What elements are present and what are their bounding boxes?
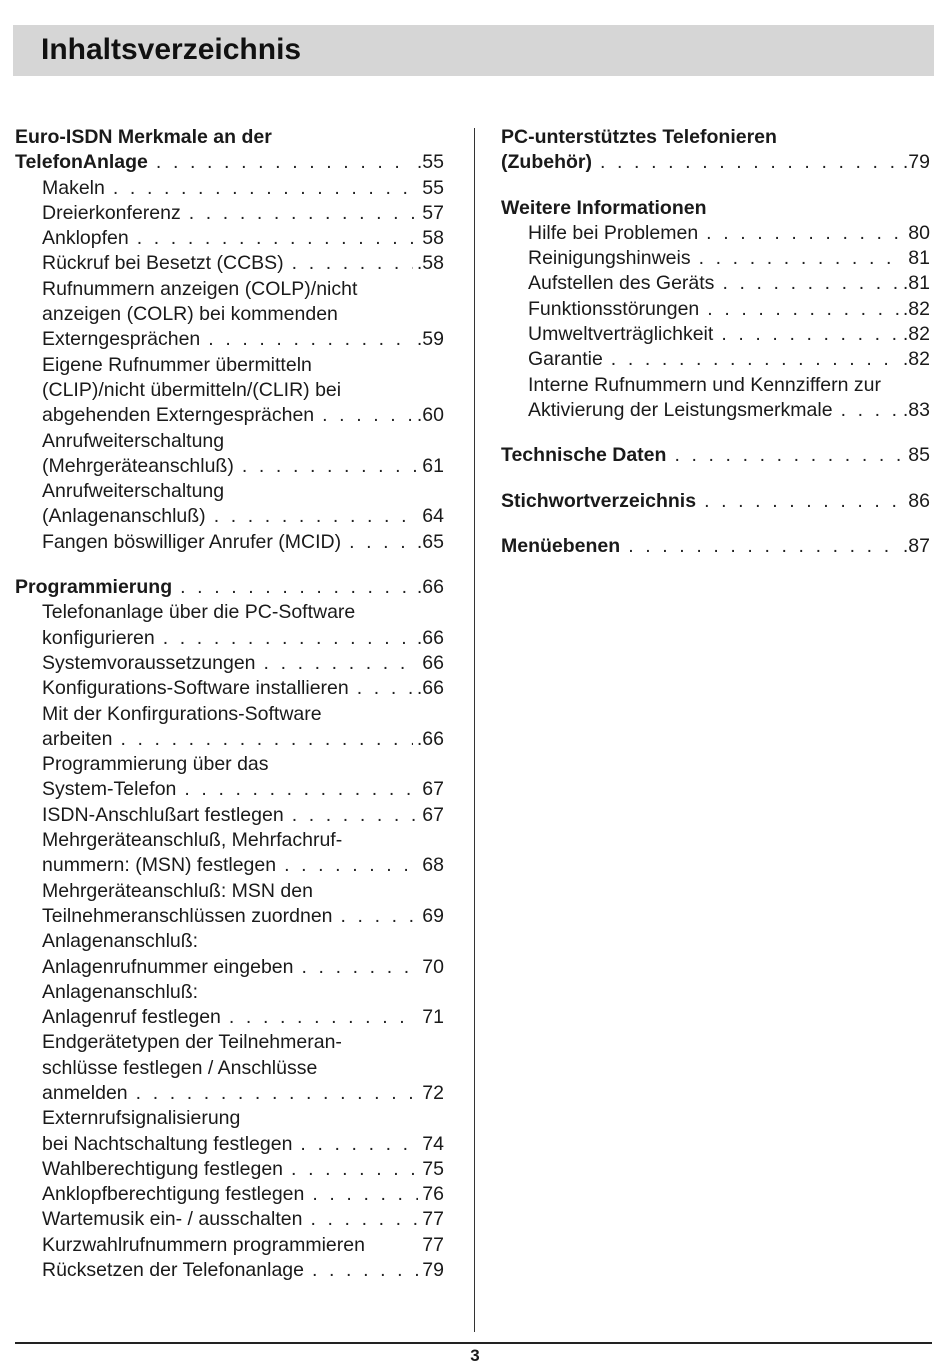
dot-leader (264, 651, 419, 676)
toc-entry-page: 86 (908, 489, 930, 512)
toc-entry (15, 277, 444, 302)
toc-entry-page: .55 (416, 151, 444, 174)
toc-entry-title: Anrufweiterschaltung (42, 480, 225, 503)
toc-entry (15, 201, 444, 226)
toc-entry-page: 80 (908, 221, 930, 244)
toc-entry-page: 77 (422, 1233, 444, 1256)
dot-leader (674, 443, 904, 468)
toc-entry (15, 125, 444, 150)
toc-entry (15, 651, 444, 676)
dot-leader (214, 504, 419, 529)
toc-entry (15, 777, 444, 802)
toc-entry (15, 1258, 444, 1283)
toc-entry (15, 600, 444, 625)
toc-entry (15, 251, 444, 276)
toc-entry-page: .66 (416, 626, 444, 649)
dot-leader (322, 403, 413, 428)
toc-entry-title: Makeln (42, 176, 105, 199)
toc-entry-title: Reinigungshinweis (528, 247, 691, 270)
toc-entry (15, 1056, 444, 1081)
dot-leader (706, 221, 904, 246)
dot-leader (357, 676, 413, 701)
toc-entry-title: Programmierung über das (42, 753, 269, 776)
toc-entry (15, 980, 444, 1005)
toc-entry (15, 353, 444, 378)
dot-leader (704, 489, 904, 514)
toc-entry (15, 530, 444, 555)
toc-entry-title: Systemvoraussetzungen (42, 651, 256, 674)
dot-leader (341, 904, 419, 929)
toc-entry-page: 68 (422, 854, 444, 877)
toc-entry (501, 489, 930, 514)
toc-entry (15, 752, 444, 777)
toc-entry-title: Rückruf bei Besetzt (CCBS) (42, 252, 284, 275)
toc-entry (15, 454, 444, 479)
dot-leader (600, 150, 899, 175)
toc-entry-title: Aufstellen des Geräts (528, 272, 715, 295)
toc-entry (15, 1106, 444, 1131)
dot-leader (208, 327, 413, 352)
toc-entry (15, 302, 444, 327)
toc-entry (15, 955, 444, 980)
toc-entry-title: Fangen böswilliger Anrufer (MCID) (42, 530, 342, 553)
dot-leader (841, 398, 899, 423)
toc-entry-page: 70 (422, 955, 444, 978)
toc-entry (15, 1182, 444, 1207)
toc-section (501, 443, 930, 468)
toc-entry (15, 150, 444, 175)
toc-entry-title: ISDN-Anschlußart festlegen (42, 803, 284, 826)
toc-entry-title: Aktivierung der Leistungsmerkmale (528, 398, 833, 421)
toc-entry (15, 853, 444, 878)
toc-entry-page: 57 (422, 201, 444, 224)
toc-entry-title: nummern: (MSN) festlegen (42, 854, 277, 877)
toc-entry-title: (Anlagenanschluß) (42, 505, 206, 528)
toc-entry (15, 803, 444, 828)
toc-entry-title: (Mehrgeräteanschluß) (42, 454, 234, 477)
toc-entry-title: abgehenden Externgesprächen (42, 404, 315, 427)
toc-entry-page: 61 (422, 454, 444, 477)
toc-entry (15, 378, 444, 403)
toc-entry (501, 322, 930, 347)
toc-entry-page: 77 (422, 1208, 444, 1231)
toc-entry (501, 150, 930, 175)
toc-entry-title: (CLIP)/nicht übermitteln/(CLIR) bei (42, 378, 342, 401)
toc-entry (15, 676, 444, 701)
toc-entry-page: .82 (902, 323, 930, 346)
toc-entry (15, 1005, 444, 1030)
toc-entry (15, 226, 444, 251)
toc-entry-title: Programmierung (15, 576, 173, 599)
dot-leader (189, 201, 419, 226)
toc-entry (15, 727, 444, 752)
toc-entry-title: Konfigurations-Software installieren (42, 677, 349, 700)
dot-leader (312, 1258, 418, 1283)
toc-entry-page: 69 (422, 904, 444, 927)
toc-entry-title: Anlagenanschluß: (42, 930, 199, 953)
dot-leader (120, 727, 412, 752)
toc-entry (15, 1157, 444, 1182)
toc-entry (15, 429, 444, 454)
toc-entry (501, 297, 930, 322)
toc-entry-page: 76 (422, 1183, 444, 1206)
toc-entry-title: Anlagenanschluß: (42, 980, 199, 1003)
toc-entry-title: Telefonanlage über die PC-Software (42, 601, 356, 624)
dot-leader (722, 271, 898, 296)
toc-entry (15, 176, 444, 201)
toc-entry (15, 1207, 444, 1232)
toc-entry (15, 879, 444, 904)
toc-entry (15, 828, 444, 853)
toc-section (501, 489, 930, 514)
toc-section (501, 125, 930, 176)
toc-entry-page: 75 (422, 1157, 444, 1180)
toc-entry-page: 72 (422, 1081, 444, 1104)
toc-entry-page: 67 (422, 778, 444, 801)
toc-entry-page: .82 (902, 297, 930, 320)
page-title: Inhaltsverzeichnis (41, 33, 302, 66)
toc-entry-page: .66 (416, 677, 444, 700)
dot-leader (291, 1157, 418, 1182)
dot-leader (113, 176, 418, 201)
toc-entry-title: Wartemusik ein- / ausschalten (42, 1208, 303, 1231)
toc-entry-title: (Zubehör) (501, 151, 592, 174)
toc-entry-page: 85 (908, 444, 930, 467)
toc-entry-page: 58 (422, 227, 444, 250)
toc-entry (15, 1132, 444, 1157)
toc-entry (501, 398, 930, 423)
toc-entry-title: Stichwortverzeichnis (501, 489, 697, 512)
header-bar (13, 25, 934, 76)
dot-leader (156, 150, 413, 175)
toc-entry-page: .60 (416, 404, 444, 427)
dot-leader (310, 1207, 418, 1232)
toc-entry-title: Umweltverträglichkeit (528, 323, 714, 346)
dot-leader (137, 226, 419, 251)
toc-entry-title: anmelden (42, 1081, 128, 1104)
dot-leader (302, 955, 419, 980)
toc-entry-title: Euro-ISDN Merkmale an der (15, 126, 272, 148)
dot-leader (229, 1005, 418, 1030)
toc-entry (501, 125, 930, 150)
toc-entry-title: Eigene Rufnummer übermitteln (42, 353, 312, 376)
dot-leader (699, 246, 905, 271)
toc-entry (501, 196, 930, 221)
toc-entry-title: Technische Daten (501, 444, 667, 467)
dot-leader (300, 1132, 418, 1157)
toc-entry (15, 1233, 444, 1258)
footer-rule (15, 1342, 932, 1344)
toc-entry-title: Menüebenen (501, 534, 621, 557)
toc-entry-page: .65 (416, 530, 444, 553)
toc-entry-title: Rücksetzen der Telefonanlage (42, 1259, 304, 1282)
toc-section (15, 125, 444, 555)
column-divider (474, 128, 475, 1332)
toc-entry (15, 575, 444, 600)
toc-entry (501, 443, 930, 468)
toc-entry-title: Funktionsstörungen (528, 297, 700, 320)
dot-leader (312, 1182, 418, 1207)
dot-leader (136, 1081, 419, 1106)
toc-entry (15, 904, 444, 929)
page-number: 3 (470, 1346, 480, 1365)
toc-entry-page: .81 (902, 272, 930, 295)
toc-entry-page: 67 (422, 803, 444, 826)
dot-leader (349, 530, 413, 555)
toc-entry-page: .66 (416, 576, 444, 599)
dot-leader (184, 777, 418, 802)
toc-entry-page: 71 (422, 1006, 444, 1029)
toc-entry-title: PC-unterstütztes Telefonieren (501, 126, 777, 148)
toc-entry-title: Dreierkonferenz (42, 201, 181, 224)
toc-entry-page: .79 (902, 151, 930, 174)
toc-entry-title: Anklopfen (42, 227, 129, 250)
toc-entry-page: 64 (422, 505, 444, 528)
toc-entry-title: Anlagenrufnummer eingeben (42, 955, 294, 978)
toc-entry-title: System-Telefon (42, 778, 177, 801)
toc-entry-page: 55 (422, 176, 444, 199)
dot-leader (292, 251, 413, 276)
toc-entry (15, 327, 444, 352)
toc-section (501, 534, 930, 559)
toc-entry-title: Hilfe bei Problemen (528, 221, 699, 244)
toc-entry-page: 81 (908, 247, 930, 270)
toc-entry (501, 221, 930, 246)
toc-entry-title: Kurzwahlrufnummern programmieren (42, 1233, 365, 1256)
toc-entry-page: .66 (416, 727, 444, 750)
toc-entry-title: Rufnummern anzeigen (COLP)/nicht (42, 277, 358, 300)
dot-leader (707, 297, 899, 322)
dot-leader (292, 803, 419, 828)
toc-entry-title: Interne Rufnummern und Kennziffern zur (528, 373, 881, 396)
dot-leader (163, 626, 413, 651)
dot-leader (721, 322, 899, 347)
toc-entry-page: .58 (416, 252, 444, 275)
toc-entry (501, 373, 930, 398)
toc-entry-title: anzeigen (COLR) bei kommenden (42, 303, 338, 326)
toc-entry-title: Anrufweiterschaltung (42, 429, 225, 452)
toc-entry-title: Externgesprächen (42, 328, 201, 351)
dot-leader (611, 347, 899, 372)
toc-entry (501, 246, 930, 271)
toc-entry (15, 479, 444, 504)
toc-entry (15, 1030, 444, 1055)
toc-entry-page: .83 (902, 398, 930, 421)
dot-leader (180, 575, 413, 600)
toc-section (15, 575, 444, 1283)
toc-right-column (501, 125, 930, 559)
toc-entry-page: .59 (416, 328, 444, 351)
toc-entry-page: 74 (422, 1132, 444, 1155)
dot-leader (628, 534, 899, 559)
toc-entry-title: Weitere Informationen (501, 196, 707, 219)
toc-entry-title: bei Nachtschaltung festlegen (42, 1132, 293, 1155)
toc-entry (15, 702, 444, 727)
toc-entry-title: Endgerätetypen der Teilnehmeran- (42, 1031, 342, 1054)
toc-entry-title: Anlagenruf festlegen (42, 1006, 221, 1029)
toc-entry-title: konfigurieren (42, 626, 155, 649)
toc-entry-page: .87 (902, 534, 930, 557)
toc-entry-title: TelefonAnlage (15, 151, 148, 174)
dot-leader (284, 853, 418, 878)
toc-entry-title: Teilnehmeranschlüssen zuordnen (42, 904, 333, 927)
toc-entry (15, 504, 444, 529)
toc-entry-title: Mehrgeräteanschluß, Mehrfachruf- (42, 829, 343, 852)
toc-left-column (15, 125, 444, 1283)
toc-entry-title: Garantie (528, 348, 603, 371)
toc-entry-page: 79 (422, 1259, 444, 1282)
toc-entry-title: Externrufsignalisierung (42, 1107, 241, 1130)
toc-entry (15, 1081, 444, 1106)
dot-leader (242, 454, 418, 479)
toc-entry (15, 403, 444, 428)
toc-entry (501, 534, 930, 559)
toc-entry (15, 929, 444, 954)
toc-entry (501, 271, 930, 296)
toc-entry-title: Mit der Konfirgurations-Software (42, 702, 322, 725)
toc-entry (501, 347, 930, 372)
toc-entry-title: arbeiten (42, 727, 113, 750)
toc-entry-title: Anklopfberechtigung festlegen (42, 1183, 305, 1206)
toc-entry-page: .82 (902, 348, 930, 371)
toc-entry-title: schlüsse festlegen / Anschlüsse (42, 1056, 318, 1079)
toc-entry (15, 626, 444, 651)
toc-entry-page: 66 (422, 651, 444, 674)
toc-entry-title: Wahlberechtigung festlegen (42, 1157, 284, 1180)
toc-section (501, 196, 930, 424)
toc-entry-title: Mehrgeräteanschluß: MSN den (42, 879, 313, 902)
